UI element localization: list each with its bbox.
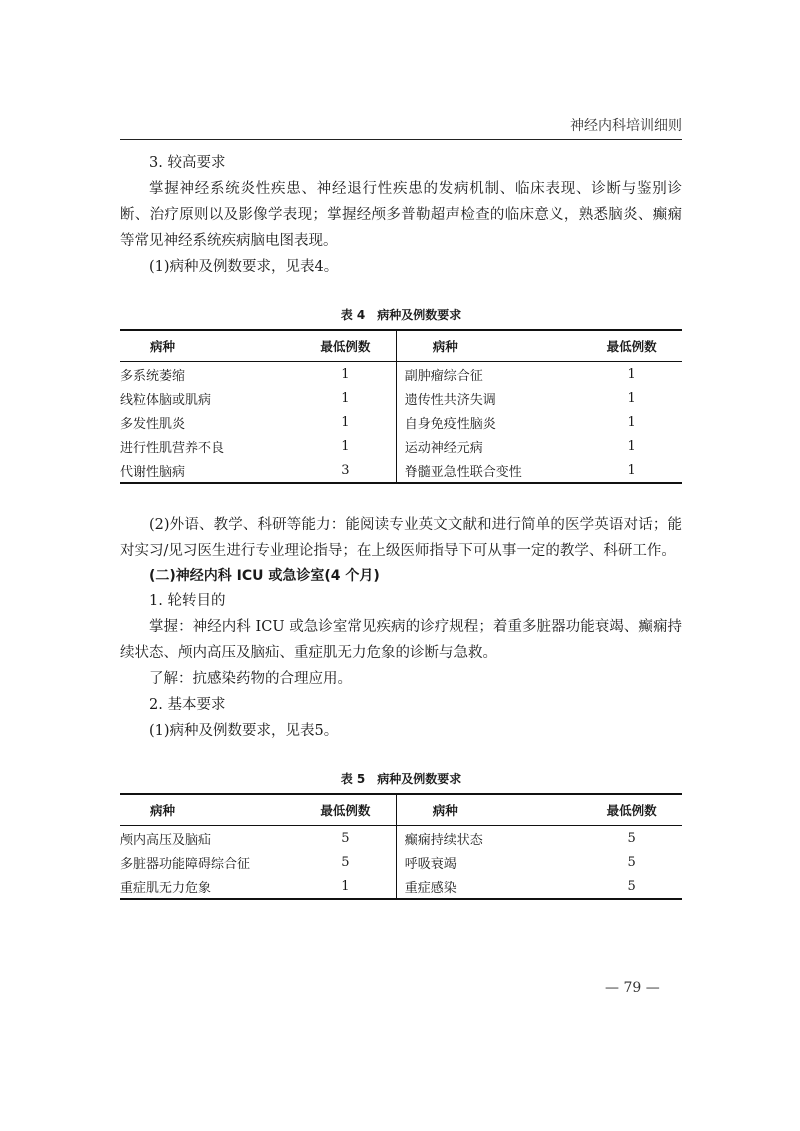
running-head <box>120 103 682 140</box>
paragraph: (2)外语、教学、科研等能力：能阅读专业英文文献和进行简单的医学英语对话；能对实习/见习医生进行专业理论指导；在上级医师指导下可从事一定的教学、科研工作。 <box>120 517 682 559</box>
table-row <box>120 826 682 851</box>
count-cell: 5 <box>581 874 682 899</box>
running-head-title: 神经内科培训细则 <box>570 118 682 134</box>
paragraph: (1)病种及例数要求，见表5。 <box>149 723 339 739</box>
paragraph: (1)病种及例数要求，见表4。 <box>149 259 339 275</box>
disease-cell: 颅内高压及脑疝 <box>120 832 212 848</box>
count-cell: 1 <box>341 414 350 430</box>
table-row <box>120 850 682 874</box>
column-header: 最低例数 <box>295 330 396 362</box>
disease-cell: 进行性肌营养不良 <box>120 440 225 456</box>
table-row <box>120 386 682 410</box>
table-row <box>120 434 682 458</box>
disease-cell: 重症感染 <box>396 874 581 899</box>
disease-cell: 多系统萎缩 <box>120 368 186 384</box>
count-cell: 1 <box>341 390 350 406</box>
count-cell: 5 <box>627 854 636 870</box>
disease-cell: 多发性肌炎 <box>120 416 186 432</box>
table-header-row <box>120 794 682 826</box>
column-header: 病种 <box>120 330 295 362</box>
disease-cell: 副肿瘤综合征 <box>396 362 581 387</box>
disease-cell: 脊髓亚急性联合变性 <box>396 458 581 483</box>
column-header: 最低例数 <box>581 330 682 362</box>
count-cell: 1 <box>341 438 350 454</box>
table-row <box>120 874 682 899</box>
disease-cell: 呼吸衰竭 <box>396 850 581 874</box>
count-cell: 1 <box>627 438 636 454</box>
disease-cell: 癫痫持续状态 <box>396 826 581 851</box>
disease-cell: 自身免疫性脑炎 <box>396 410 581 434</box>
count-cell: 5 <box>627 830 636 846</box>
paragraph: 掌握：神经内科 ICU 或急诊室常见疾病的诊疗规程；着重多脏器功能衰竭、癫痫持续状态、颅内高压及脑疝、重症肌无力危象的诊断与急救。 <box>120 619 682 661</box>
table-row <box>120 362 682 387</box>
column-header: 病种 <box>396 794 581 826</box>
table-header-row <box>120 330 682 362</box>
count-cell: 1 <box>627 366 636 382</box>
count-cell: 1 <box>581 458 682 483</box>
table-4-caption: 表 4 病种及例数要求 <box>340 308 462 322</box>
count-cell: 1 <box>627 414 636 430</box>
count-cell: 5 <box>341 830 350 846</box>
page-body <box>120 150 682 900</box>
column-header: 病种 <box>120 794 295 826</box>
count-cell: 1 <box>295 874 396 899</box>
count-cell: 1 <box>341 366 350 382</box>
table-row <box>120 458 682 483</box>
disease-cell: 遗传性共济失调 <box>396 386 581 410</box>
disease-cell: 运动神经元病 <box>396 434 581 458</box>
column-header: 最低例数 <box>295 794 396 826</box>
disease-cell: 多脏器功能障碍综合征 <box>120 856 251 872</box>
subsection-heading-advanced: 3. 较高要求 <box>149 155 226 171</box>
paragraph: 了解：抗感染药物的合理应用。 <box>149 671 352 687</box>
count-cell: 3 <box>295 458 396 483</box>
table-4 <box>120 329 682 484</box>
subsection-heading-rotation-goal: 1. 轮转目的 <box>149 593 226 609</box>
page-number: — 79 — <box>605 980 660 996</box>
table-5 <box>120 793 682 900</box>
column-header: 最低例数 <box>581 794 682 826</box>
count-cell: 5 <box>341 854 350 870</box>
disease-cell: 线粒体脑或肌病 <box>120 392 212 408</box>
column-header: 病种 <box>396 330 581 362</box>
disease-cell: 重症肌无力危象 <box>120 874 295 899</box>
section-heading-icu: (二)神经内科 ICU 或急诊室(4 个月) <box>149 568 380 584</box>
paragraph: 掌握神经系统炎性疾患、神经退行性疾患的发病机制、临床表现、诊断与鉴别诊断、治疗原则以及影像学表现；掌握经颅多普勒超声检查的临床意义，熟悉脑炎、癫痫等常见神经系统疾病脑电图表现。 <box>120 181 682 249</box>
count-cell: 1 <box>627 390 636 406</box>
subsection-heading-basic: 2. 基本要求 <box>149 697 226 713</box>
table-5-caption: 表 5 病种及例数要求 <box>340 772 462 786</box>
table-row <box>120 410 682 434</box>
disease-cell: 代谢性脑病 <box>120 458 295 483</box>
